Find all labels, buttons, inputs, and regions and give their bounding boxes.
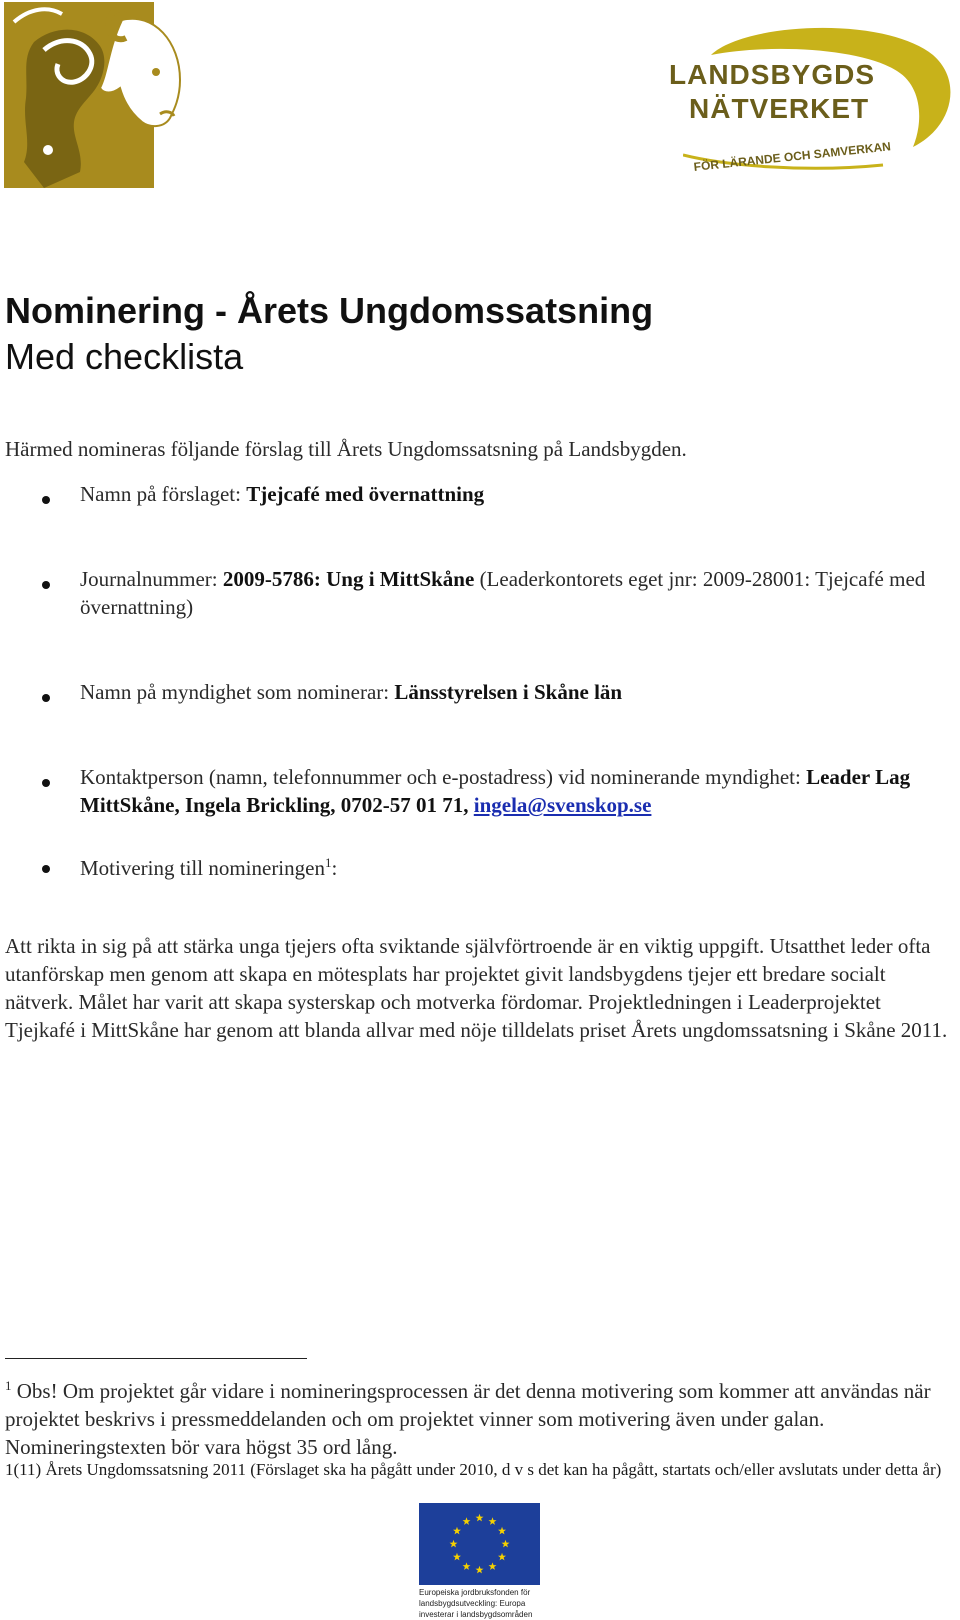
item-value: Tjejcafé med övernattning <box>246 482 485 506</box>
item-value: Länsstyrelsen i Skåne län <box>394 680 623 704</box>
item-label: Kontaktperson (namn, telefonnummer och e-postadress) vid nominerande myndighet: <box>80 765 807 789</box>
eu-caption: Europeiska jordbruksfonden för landsbygdsutveckling: Europa investerar i landsbygdsområden <box>419 1588 533 1619</box>
logo-line-2: NÄTVERKET <box>689 93 870 124</box>
item-note: (Leaderkontorets eget jnr: 2009-28001: Tjejcafé med övernattning) <box>80 567 926 619</box>
item-value: Leader Lag MittSkåne, Ingela Brickling, 0702-57 01 71, <box>80 765 911 817</box>
bullet-icon <box>42 779 50 787</box>
list-item-motivation <box>80 849 940 882</box>
bullet-icon <box>42 865 50 873</box>
item-label: Namn på myndighet som nominerar: <box>80 680 395 704</box>
footnote-ref[interactable]: 1 <box>324 855 332 870</box>
item-label: Namn på förslaget: <box>80 482 247 506</box>
footnote-mark: 1 <box>5 1378 12 1393</box>
footnote-text: Obs! Om projektet går vidare i nomineringsprocessen är det denna motivering som kommer att användas när projektet beskrivs i pressmeddelanden och om projektet vinner som motivering även under galan. Nomineringstexten bör vara högst 35 ord lång. <box>5 1379 931 1459</box>
item-colon: : <box>331 856 338 880</box>
page-title: Nominering - Årets Ungdomssatsning <box>5 290 654 331</box>
sheep-rams-logo-icon <box>4 2 186 188</box>
item-label: Journalnummer: <box>80 567 223 591</box>
list-item-proposal-name <box>80 480 940 508</box>
page-subtitle: Med checklista <box>5 336 244 377</box>
list-item-contact <box>80 763 940 819</box>
item-label: Motivering till nomineringen <box>80 856 325 880</box>
email-link[interactable]: ingela@svenskop.se <box>473 793 652 817</box>
logo-line-1: LANDSBYGDS <box>669 59 876 90</box>
motivation-paragraph: Att rikta in sig på att stärka unga tjejers ofta sviktande självförtroende är en viktig uppgift. Utsatthet leder ofta utanförskap men genom att skapa en mötesplats har projektet givit landsbygdens tjejer ett bredare socialt nätverk. Målet har varit att skapa systerskap och motverka fördomar. Projektledningen i Leaderprojektet Tjejkafé i MittSkåne har genom att blanda allvar med nöje tilldelats priset Årets ungdomssatsning i Skåne 2011. <box>5 934 948 1042</box>
logo-tagline: FÖR LÄRANDE OCH SAMVERKAN <box>693 139 892 174</box>
list-item-authority <box>80 678 940 706</box>
bullet-icon <box>42 581 50 589</box>
item-value: 2009-5786: Ung i MittSkåne <box>222 567 475 591</box>
bullet-icon <box>42 496 50 504</box>
footnote-divider <box>5 1358 307 1359</box>
list-item-journal-number <box>80 565 940 621</box>
footnote <box>5 1372 955 1461</box>
intro-text: Härmed nomineras följande förslag till Årets Ungdomssatsning på Landsbygden. <box>5 437 687 461</box>
bullet-icon <box>42 694 50 702</box>
eu-flag-icon <box>419 1503 540 1585</box>
landsbygdsnatverket-logo <box>669 15 960 195</box>
page-footer: 1(11) Årets Ungdomssatsning 2011 (Förslaget ska ha pågått under 2010, d v s det kan ha pågått, startats och/eller avslutats under detta år) <box>5 1460 942 1479</box>
